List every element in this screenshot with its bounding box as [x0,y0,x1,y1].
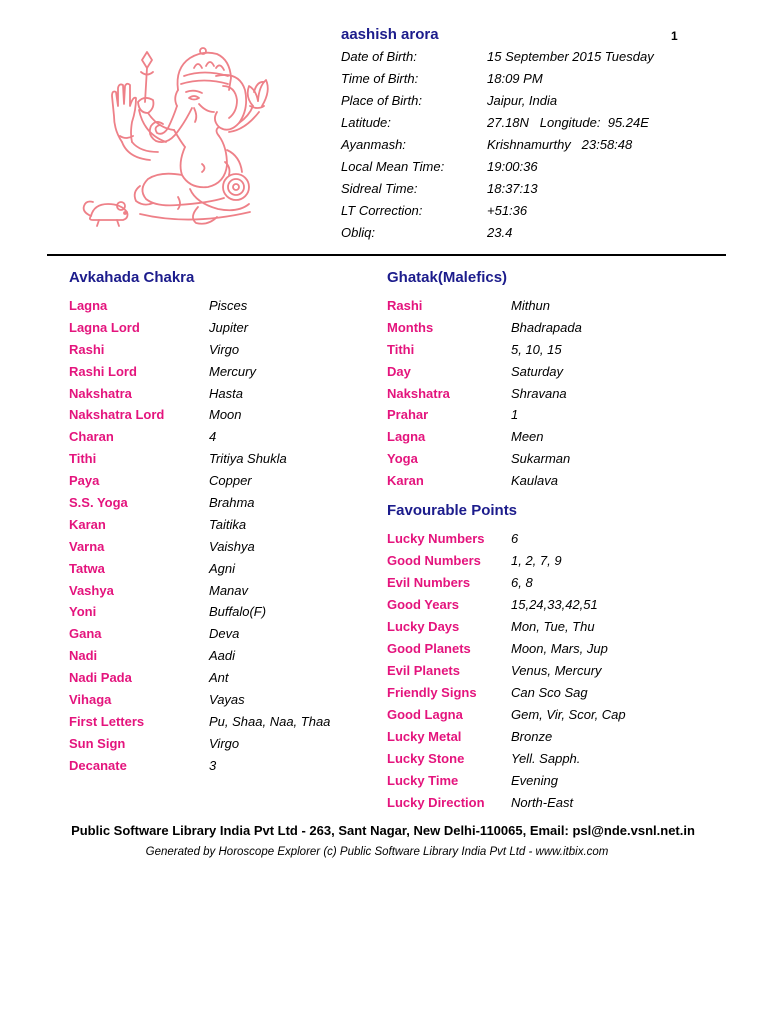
ghatak-label: Lagna [387,429,426,445]
chakra-label: Tithi [69,451,97,467]
crown-band [181,81,228,85]
ganesha-icon [78,46,278,232]
chakra-row [69,339,359,361]
favourable-value: 1, 2, 7, 9 [511,553,562,568]
chakra-row [69,448,359,470]
favourable-value: North-East [511,795,574,810]
latitude-longitude-value: 27.18N Longitude: 95.24E [487,115,649,130]
birth-details [341,46,671,244]
chakra-row [69,558,359,580]
page-number: 1 [671,29,678,43]
date-of-birth-row [341,46,671,68]
ghatak-value: Shravana [511,385,567,401]
chakra-value: Taitika [209,516,247,532]
chakra-value: Virgo [209,735,240,751]
ghatak-row [387,361,687,383]
chakra-value: Tritiya Shukla [209,451,287,467]
header-divider [47,254,726,256]
favourable-row [387,660,687,682]
place-of-birth-label: Place of Birth: [341,93,422,108]
shoulder-line [217,127,220,136]
footer-generated-line: Generated by Horoscope Explorer (c) Public Software Library India Pvt Ltd - www.itbix.com [145,846,609,858]
chakra-label: S.S. Yoga [69,495,128,511]
chakra-label: Gana [69,626,102,642]
chakra-label: Rashi Lord [69,363,137,379]
tusk [194,108,196,122]
chakra-row [69,492,359,514]
favourable-value: 6 [511,531,519,546]
eye [189,96,199,100]
favourable-value: 15,24,33,42,51 [511,597,598,612]
ghatak-label: Rashi [387,298,423,313]
chakra-value: Buffalo(F) [209,604,267,620]
ghatak-label: Karan [387,473,424,489]
ghatak-label: Day [387,363,411,379]
favourable-label: Evil Numbers [387,575,471,590]
favourable-row [387,638,687,660]
raised-bracelet [120,136,133,138]
chakra-row [69,580,359,602]
ear-inner [223,86,237,118]
favourable-points-title: Favourable Points [387,502,518,519]
chakra-value: Agni [209,560,236,576]
bowl-middle [228,179,244,195]
ayanamsha-label: Ayanmash: [341,137,406,152]
ghatak-value: Kaulava [511,473,558,489]
ghatak-section [387,267,687,492]
date-of-birth-label: Date of Birth: [341,49,417,64]
person-name: aashish arora [341,26,439,43]
ghatak-value: Sukarman [511,451,571,467]
seat [140,212,250,220]
chakra-value: Manav [209,582,249,598]
avkahada-chakra-title: Avkahada Chakra [69,269,195,286]
favourable-row [387,748,687,770]
lotus-base [250,106,264,108]
chakra-value: Ant [209,670,229,686]
obliquity-value: 23.4 [487,225,513,240]
favourable-value: Yell. Sapph. [511,751,581,766]
chakra-value: Virgo [209,341,240,357]
favourable-value: Gem, Vir, Scor, Cap [511,707,626,722]
favourable-row [387,594,687,616]
chakra-row [69,733,359,755]
favourable-row [387,770,687,792]
favourable-row [387,550,687,572]
favourable-label: Good Lagna [387,707,463,722]
chakra-label: Tatwa [69,560,105,576]
ghatak-row [387,470,687,492]
ghatak-row [387,317,687,339]
footer-publisher-line: Public Software Library India Pvt Ltd - 263, Sant Nagar, New Delhi-110065, Email: psl@nde.vsnl.net.in [71,823,695,838]
favourable-label: Lucky Stone [387,751,465,766]
time-of-birth-label: Time of Birth: [341,71,419,86]
chakra-label: Vashya [69,582,114,598]
modak-bowl [223,174,249,200]
favourable-value: Moon, Mars, Jup [511,641,608,656]
ghatak-value: 5, 10, 15 [511,341,562,357]
time-of-birth-row [341,68,671,90]
favourable-row [387,572,687,594]
crown-ornaments [194,62,224,70]
latitude-row [341,112,671,134]
staff-tip [142,52,152,68]
favourable-points-section [387,500,687,814]
place-of-birth-row [341,90,671,112]
chakra-row [69,470,359,492]
jaw [199,104,214,112]
time-of-birth-value: 18:09 PM [487,71,543,86]
favourable-row [387,616,687,638]
mouse-figure [84,202,128,227]
chakra-label: Yoni [69,604,97,620]
chakra-value: Aadi [209,648,236,664]
favourable-label: Good Years [387,597,460,612]
forehead [175,90,178,106]
chakra-label: Decanate [69,757,127,773]
chest-line [174,130,185,147]
navel [202,164,205,172]
chakra-label: Sun Sign [69,735,126,751]
chakra-row [69,383,359,405]
chakra-label: Rashi [69,341,105,357]
ghatak-value: Meen [511,429,544,445]
local-mean-time-value: 19:00:36 [487,159,538,174]
lt-correction-row [341,200,671,222]
ghatak-row [387,339,687,361]
ghatak-value: Bhadrapada [511,319,582,335]
ghatak-label: Prahar [387,407,429,423]
chakra-label: Paya [69,473,100,489]
chakra-row [69,361,359,383]
sidereal-time-value: 18:37:13 [487,181,538,196]
ghatak-row [387,295,687,317]
bowl-outer [223,174,249,200]
chakra-label: Nadi [69,648,98,664]
ganesha-lotus-hand [229,80,268,132]
staff-pole [145,68,147,102]
chakra-row [69,426,359,448]
favourable-value: Bronze [511,729,553,744]
ghatak-row [387,404,687,426]
chakra-value: Brahma [209,495,255,511]
chakra-value: Pisces [209,298,248,313]
favourable-row [387,682,687,704]
chakra-label: Nakshatra Lord [69,407,165,423]
ghatak-row [387,448,687,470]
chakra-row [69,536,359,558]
ghatak-value: Mithun [511,298,551,313]
favourable-row [387,704,687,726]
favourable-label: Good Numbers [387,553,481,568]
lotus-petal-left [248,86,258,106]
mouse-body [90,204,128,220]
chakra-label: Charan [69,429,114,445]
chakra-label: Nadi Pada [69,670,132,686]
favourable-row [387,528,687,550]
favourable-label: Lucky Days [387,619,460,634]
latitude-label: Latitude: [341,115,391,130]
ganesha-illustration [78,46,278,232]
eyebrow [186,91,202,93]
chakra-value: Jupiter [209,319,249,335]
chakra-row [69,317,359,339]
belly-outline [181,136,227,187]
lt-correction-value: +51:36 [487,203,528,218]
favourable-label: Friendly Signs [387,685,477,700]
chakra-row [69,755,359,777]
bowl-inner [233,184,239,190]
ganesha-belly [174,127,242,187]
ganesha-face [150,90,214,142]
anklet [178,197,180,209]
obliquity-label: Obliq: [341,225,375,240]
mouse-eye [124,212,126,214]
favourable-label: Lucky Metal [387,729,462,744]
chakra-value: Vayas [209,692,245,708]
ghatak-row [387,383,687,405]
favourable-value: 6, 8 [511,575,533,590]
place-of-birth-value: Jaipur, India [487,93,558,108]
chakra-label: Vihaga [69,692,112,708]
local-mean-time-row [341,156,671,178]
chakra-label: Varna [69,538,105,554]
ghatak-value: Saturday [511,363,564,379]
chakra-label: Lagna [69,298,108,313]
raised-forearm-inner [132,142,158,152]
favourable-value: Venus, Mercury [511,663,602,678]
ghatak-label: Tithi [387,341,415,357]
favourable-label: Lucky Time [387,773,459,788]
ganesha-raised-hand [112,84,158,160]
chakra-value: 4 [209,429,217,445]
chakra-label: Lagna Lord [69,319,140,335]
avkahada-chakra-section [69,267,359,777]
chakra-value: Vaishya [209,538,255,554]
sidereal-time-label: Sidreal Time: [341,181,418,196]
favourable-label: Good Planets [387,641,471,656]
chakra-row [69,601,359,623]
favourable-row [387,792,687,814]
chakra-label: Nakshatra [69,385,132,401]
obliquity-row [341,222,671,244]
local-mean-time-label: Local Mean Time: [341,159,445,174]
favourable-label: Lucky Numbers [387,531,485,546]
right-foot [193,207,217,224]
chakra-value: Mercury [209,363,256,379]
crown-outline [178,53,232,90]
chakra-row [69,295,359,317]
favourable-row [387,726,687,748]
chakra-row [69,667,359,689]
ganesha-crown [178,48,232,90]
lt-correction-label: LT Correction: [341,203,423,218]
chakra-value: Moon [209,407,242,423]
raised-palm [112,84,136,142]
chakra-label: Karan [69,516,106,532]
chakra-value: Pu, Shaa, Naa, Thaa [209,713,331,729]
chakra-row [69,711,359,733]
ghatak-row [387,426,687,448]
chakra-label: First Letters [69,713,145,729]
favourable-label: Lucky Direction [387,795,485,810]
ayanamsha-value: Krishnamurthy 23:58:48 [487,137,633,152]
favourable-value: Can Sco Sag [511,685,588,700]
favourable-label: Evil Planets [387,663,460,678]
ghatak-value: 1 [511,407,519,423]
ghatak-title: Ghatak(Malefics) [387,269,508,286]
chakra-row [69,623,359,645]
sidereal-time-row [341,178,671,200]
chakra-value: Deva [209,626,240,642]
ghatak-label: Yoga [387,451,418,467]
chakra-row [69,645,359,667]
ayanamsha-row [341,134,671,156]
ghatak-label: Months [387,319,434,335]
chakra-row [69,404,359,426]
favourable-value: Evening [511,773,558,788]
chakra-row [69,514,359,536]
date-of-birth-value: 15 September 2015 Tuesday [487,49,654,64]
chakra-row [69,689,359,711]
favourable-value: Mon, Tue, Thu [511,619,595,634]
chakra-value: 3 [209,757,217,773]
chakra-value: Copper [209,473,252,489]
ghatak-label: Nakshatra [387,385,450,401]
chakra-value: Hasta [209,385,243,401]
